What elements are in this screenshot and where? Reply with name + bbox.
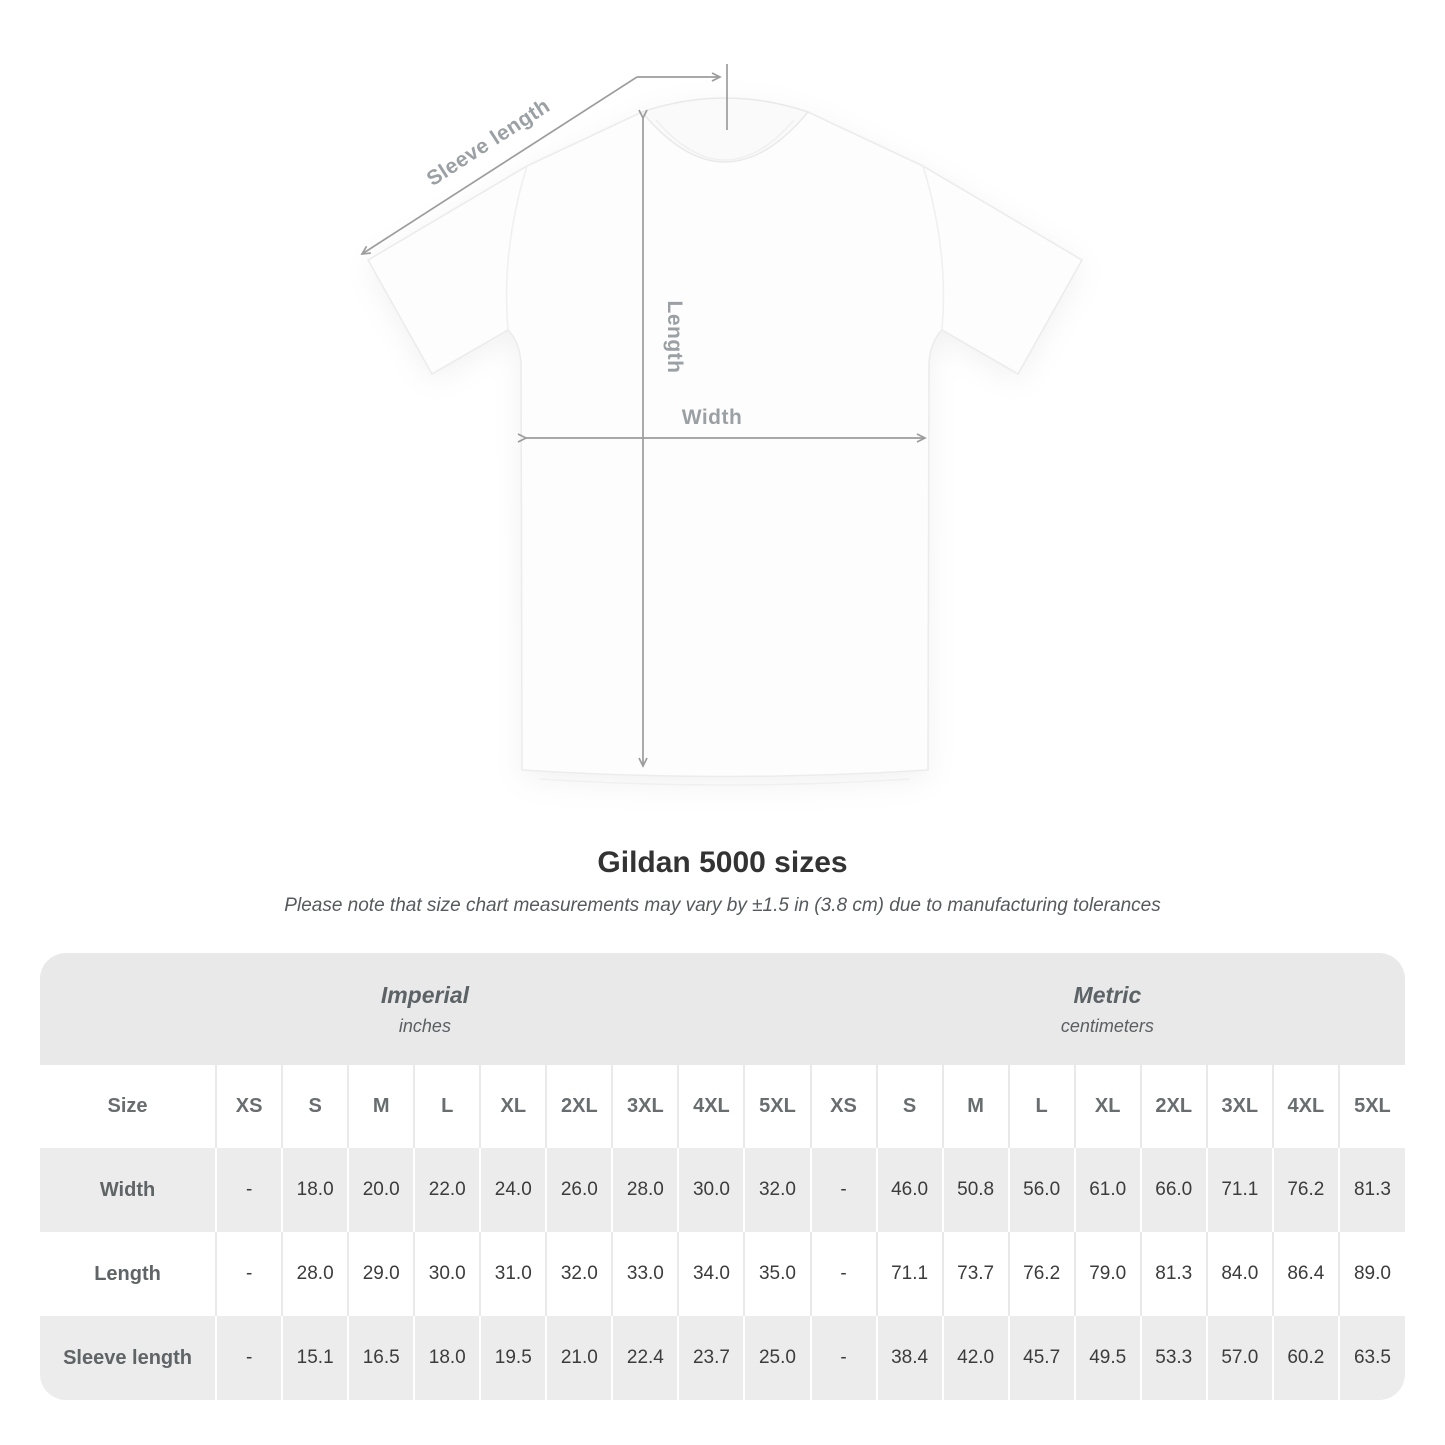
imperial-value-cell: 28.0 — [612, 1148, 678, 1232]
tshirt-illustration — [368, 98, 1082, 785]
unit-band — [40, 953, 1405, 1065]
imperial-value-cell: - — [216, 1232, 282, 1316]
imperial-value-cell: 31.0 — [480, 1232, 546, 1316]
imperial-value-cell: 22.4 — [612, 1316, 678, 1400]
imperial-value-cell: 18.0 — [282, 1148, 348, 1232]
metric-value-cell: 81.3 — [1141, 1232, 1207, 1316]
metric-value-cell: 60.2 — [1273, 1316, 1339, 1400]
metric-label: Metric — [1073, 981, 1142, 1008]
metric-value-cell: 57.0 — [1207, 1316, 1273, 1400]
imperial-value-cell: 32.0 — [744, 1148, 810, 1232]
size-header-metric-2xl: 2XL — [1141, 1065, 1207, 1148]
metric-value-cell: 46.0 — [877, 1148, 943, 1232]
imperial-value-cell: 30.0 — [414, 1232, 480, 1316]
size-header-imperial-l: L — [414, 1065, 480, 1148]
size-header-metric-4xl: 4XL — [1273, 1065, 1339, 1148]
imperial-value-cell: 25.0 — [744, 1316, 810, 1400]
imperial-band — [40, 953, 810, 1065]
imperial-unit-label: inches — [398, 1015, 451, 1036]
size-header-imperial-5xl: 5XL — [744, 1065, 810, 1148]
size-header-metric-xs: XS — [811, 1065, 877, 1148]
metric-value-cell: - — [811, 1148, 877, 1232]
size-header-imperial-m: M — [348, 1065, 414, 1148]
metric-value-cell: 76.2 — [1273, 1148, 1339, 1232]
imperial-value-cell: 23.7 — [678, 1316, 744, 1400]
table-row-length — [40, 1232, 1405, 1316]
size-header-metric-l: L — [1009, 1065, 1075, 1148]
metric-value-cell: 42.0 — [943, 1316, 1009, 1400]
size-table-container — [40, 953, 1405, 1400]
metric-band — [810, 953, 1405, 1065]
metric-value-cell: - — [811, 1232, 877, 1316]
metric-value-cell: 79.0 — [1075, 1232, 1141, 1316]
metric-value-cell: 66.0 — [1141, 1148, 1207, 1232]
metric-value-cell: - — [811, 1316, 877, 1400]
metric-value-cell: 71.1 — [877, 1232, 943, 1316]
imperial-value-cell: 20.0 — [348, 1148, 414, 1232]
metric-value-cell: 50.8 — [943, 1148, 1009, 1232]
metric-value-cell: 45.7 — [1009, 1316, 1075, 1400]
size-header-imperial-xs: XS — [216, 1065, 282, 1148]
metric-value-cell: 73.7 — [943, 1232, 1009, 1316]
size-header-metric-5xl: 5XL — [1354, 1095, 1391, 1117]
size-header-row — [40, 1065, 1405, 1148]
size-header-imperial-2xl: 2XL — [546, 1065, 612, 1148]
size-header-imperial-4xl: 4XL — [678, 1065, 744, 1148]
imperial-value-cell: 24.0 — [480, 1148, 546, 1232]
width-label: Width — [681, 406, 743, 429]
imperial-value-cell: 28.0 — [282, 1232, 348, 1316]
imperial-value-cell: - — [216, 1316, 282, 1400]
size-header-metric-s: S — [877, 1065, 943, 1148]
imperial-value-cell: 34.0 — [678, 1232, 744, 1316]
imperial-value-cell: 33.0 — [612, 1232, 678, 1316]
size-header-imperial-xl: XL — [480, 1065, 546, 1148]
imperial-value-cell: 21.0 — [546, 1316, 612, 1400]
imperial-value-cell: 32.0 — [546, 1232, 612, 1316]
row-label: Sleeve length — [40, 1316, 216, 1400]
metric-value-cell: 56.0 — [1009, 1148, 1075, 1232]
imperial-label: Imperial — [380, 981, 470, 1008]
metric-value-cell: 61.0 — [1075, 1148, 1141, 1232]
table-row-width — [40, 1148, 1405, 1232]
metric-value-cell: 71.1 — [1207, 1148, 1273, 1232]
table-row-sleeve-length — [40, 1316, 1405, 1400]
row-label: Width — [40, 1148, 216, 1232]
metric-value-cell: 89.0 — [1353, 1263, 1391, 1284]
metric-value-cell: 53.3 — [1141, 1316, 1207, 1400]
imperial-value-cell: 30.0 — [678, 1148, 744, 1232]
metric-value-cell: 63.5 — [1353, 1347, 1391, 1368]
imperial-value-cell: 15.1 — [282, 1316, 348, 1400]
imperial-value-cell: 22.0 — [414, 1148, 480, 1232]
metric-value-cell: 84.0 — [1207, 1232, 1273, 1316]
length-label: Length — [663, 300, 686, 374]
size-header-imperial-3xl: 3XL — [612, 1065, 678, 1148]
size-header-imperial-s: S — [282, 1065, 348, 1148]
page-title: Gildan 5000 sizes — [597, 846, 848, 879]
imperial-value-cell: 29.0 — [348, 1232, 414, 1316]
imperial-value-cell: 18.0 — [414, 1316, 480, 1400]
tolerance-note: Please note that size chart measurements may vary by ±1.5 in (3.8 cm) due to manufacturing tolerances — [284, 895, 1161, 916]
imperial-value-cell: 16.5 — [348, 1316, 414, 1400]
size-corner-header: Size — [40, 1065, 216, 1148]
sleeve-length-label: Sleeve length — [422, 94, 555, 191]
imperial-value-cell: 35.0 — [744, 1232, 810, 1316]
imperial-value-cell: 19.5 — [480, 1316, 546, 1400]
size-header-metric-3xl: 3XL — [1207, 1065, 1273, 1148]
imperial-value-cell: 26.0 — [546, 1148, 612, 1232]
metric-value-cell: 38.4 — [877, 1316, 943, 1400]
size-table — [40, 1065, 1405, 1400]
metric-value-cell: 76.2 — [1009, 1232, 1075, 1316]
metric-value-cell: 49.5 — [1075, 1316, 1141, 1400]
size-header-metric-xl: XL — [1075, 1065, 1141, 1148]
row-label: Length — [40, 1232, 216, 1316]
metric-value-cell: 86.4 — [1273, 1232, 1339, 1316]
size-header-metric-m: M — [943, 1065, 1009, 1148]
imperial-value-cell: - — [216, 1148, 282, 1232]
metric-unit-label: centimeters — [1060, 1015, 1154, 1036]
metric-value-cell: 81.3 — [1353, 1179, 1391, 1200]
